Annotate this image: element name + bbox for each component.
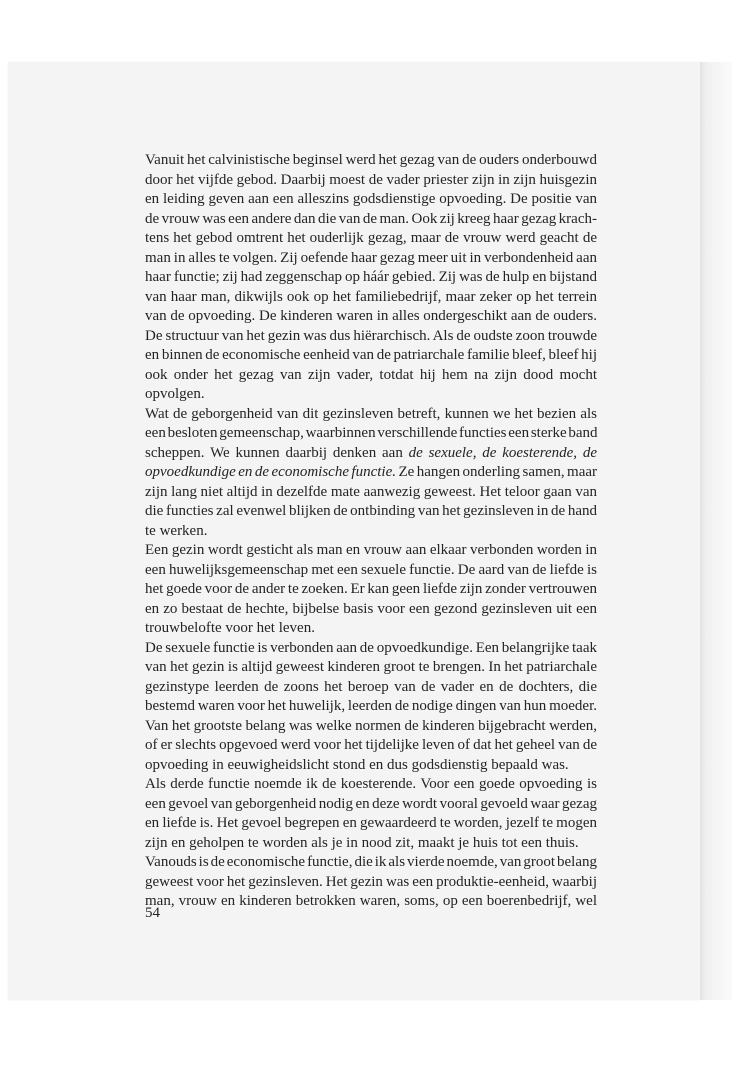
body-text [145,151,727,912]
text-line [145,151,727,171]
text-line [145,483,727,503]
line-text: door het vijfde gebod. Daarbij moest de vader priester zijn in zijn huisgezin [145,171,597,188]
line-text: man, vrouw en kinderen betrokken waren, soms, op een boerenbedrijf, wel [145,893,597,909]
line-italic-text: opvoedkundige en de economische functie. [145,464,397,480]
line-text: te werken. [145,522,208,539]
text-line [145,619,727,639]
line-text: een besloten gemeenschap, waarbinnen verschillende functies een sterke band [145,425,598,441]
line-text: gezinstype leerden de zoons het beroep van de vader en de dochters, die [145,678,597,695]
line-text: Een gezin wordt gesticht als man en vrouw aan elkaar verbonden worden in [145,542,597,558]
text-line [145,249,727,269]
line-text: bestemd waren voor het huwelijk, leerden de nodige dingen van hun moeder. [145,698,597,714]
text-line [145,346,727,366]
text-line [145,639,727,659]
text-line [145,795,727,815]
text-line [145,307,727,327]
line-text: trouwbelofte voor het leven. [145,620,315,636]
line-text: opvolgen. [145,386,205,402]
line-italic-text: de sexuele, de koesterende, de [408,444,597,461]
line-text: De structuur van het gezin was dus hiërarchisch. Als de oudste zoon trouwde [145,327,597,344]
text-line [145,541,727,561]
line-text: en liefde is. Het gevoel begrepen en gewaardeerd te worden, jezelf te mogen [145,815,597,831]
text-line [145,775,727,795]
text-line [145,268,727,288]
text-line [145,288,727,308]
text-line [145,229,727,249]
line-text: die functies zal evenwel blijken de ontbinding van het gezinsleven in de hand [145,503,597,519]
line-text: het goede voor de ander te zoeken. Er kan geen liefde zijn zonder vertrouwen [145,581,597,597]
line-text: of er slechts opgevoed werd voor het tijdelijke leven of dat het geheel van de [145,737,597,753]
line-text: Vanouds is de economische functie, die ik als vierde noemde, van groot belang [145,854,597,870]
line-text: en binnen de economische eenheid van de patriarchale familie bleef, bleef hij [145,347,597,363]
line-text: van haar man, dikwijls ook op het familiebedrijf, maar zeker op het terrein [145,288,597,305]
line-text: Als derde functie noemde ik de koesterende. Voor een goede opvoeding is [145,776,597,792]
text-line [145,171,727,191]
line-text: Vanuit het calvinistische beginsel werd het gezag van de ouders onderbouwd [145,152,597,168]
text-line [145,756,727,776]
text-line [145,444,727,464]
line-text: De sexuele functie is verbonden aan de opvoedkundige. Een belangrijke taak [145,639,597,656]
line-text: geweest voor het gezinsleven. Het gezin was een produktie-eenheid, waarbij [145,873,597,890]
line-text: tens het gebod omtrent het ouderlijk gezag, maar de vrouw werd geacht de [145,230,597,246]
text-line [145,658,727,678]
text-line [145,502,727,522]
text-line [145,697,727,717]
text-line [145,424,727,444]
text-line [145,814,727,834]
line-text: van de opvoeding. De kinderen waren in alles ondergeschikt aan de ouders. [145,308,597,324]
line-text: en leiding geven aan een alleszins godsdienstige opvoeding. De positie van [145,191,597,207]
line-text: zijn en geholpen te worden als je in nood zit, maakt je huis tot een thuis. [145,834,579,851]
line-text: man in alles te volgen. Zij oefende haar gezag meer uit in verbondenheid aan [145,249,597,266]
line-text: Wat de geborgenheid van dit gezinsleven betreft, kunnen we het bezien als [145,405,597,422]
line-text: van het gezin is altijd geweest kinderen groot te brengen. In het patriarchale [145,659,597,675]
text-line [145,210,727,230]
line-text: Van het grootste belang was welke normen de kinderen bijgebracht werden, [145,717,597,734]
text-line [145,327,727,347]
line-text: Ze hangen onderling samen, maar [398,464,598,480]
line-text: en zo bestaat de hechte, bijbelse basis voor een gezond gezinsleven uit een [145,600,597,617]
text-line [145,366,727,386]
text-line [145,853,727,873]
text-line [145,385,727,405]
line-text: scheppen. We kunnen daarbij denken aan [145,444,403,461]
text-line [145,522,727,542]
text-line [145,678,727,698]
text-line [145,873,727,893]
line-text: haar functie; zij had zeggenschap op háár gebied. Zij was de hulp en bijstand [145,269,597,285]
page-number: 54 [145,905,160,921]
line-text: een huwelijksgemeenschap met een sexuele functie. De aard van de liefde is [145,561,597,578]
text-line [145,736,727,756]
text-line [145,580,727,600]
text-line [145,717,727,737]
text-line [145,405,727,425]
text-line [145,892,727,912]
text-line [145,190,727,210]
line-text: zijn lang niet altijd in dezelfde mate aanwezig geweest. Het teloor gaan van [145,483,597,500]
line-text: ook onder het gezag van zijn vader, totdat hij hem na zijn dood mocht [145,366,597,383]
text-line [145,561,727,581]
line-text: opvoeding in eeuwigheidslicht stond en dus godsdienstig bepaald was. [145,756,569,773]
text-line [145,834,727,854]
text-line [145,463,727,483]
line-text: een gevoel van geborgenheid nodig en deze wordt vooral gevoeld waar gezag [145,795,597,812]
line-text: de vrouw was een andere dan die van de man. Ook zij kreeg haar gezag krach- [145,210,597,227]
text-line [145,600,727,620]
